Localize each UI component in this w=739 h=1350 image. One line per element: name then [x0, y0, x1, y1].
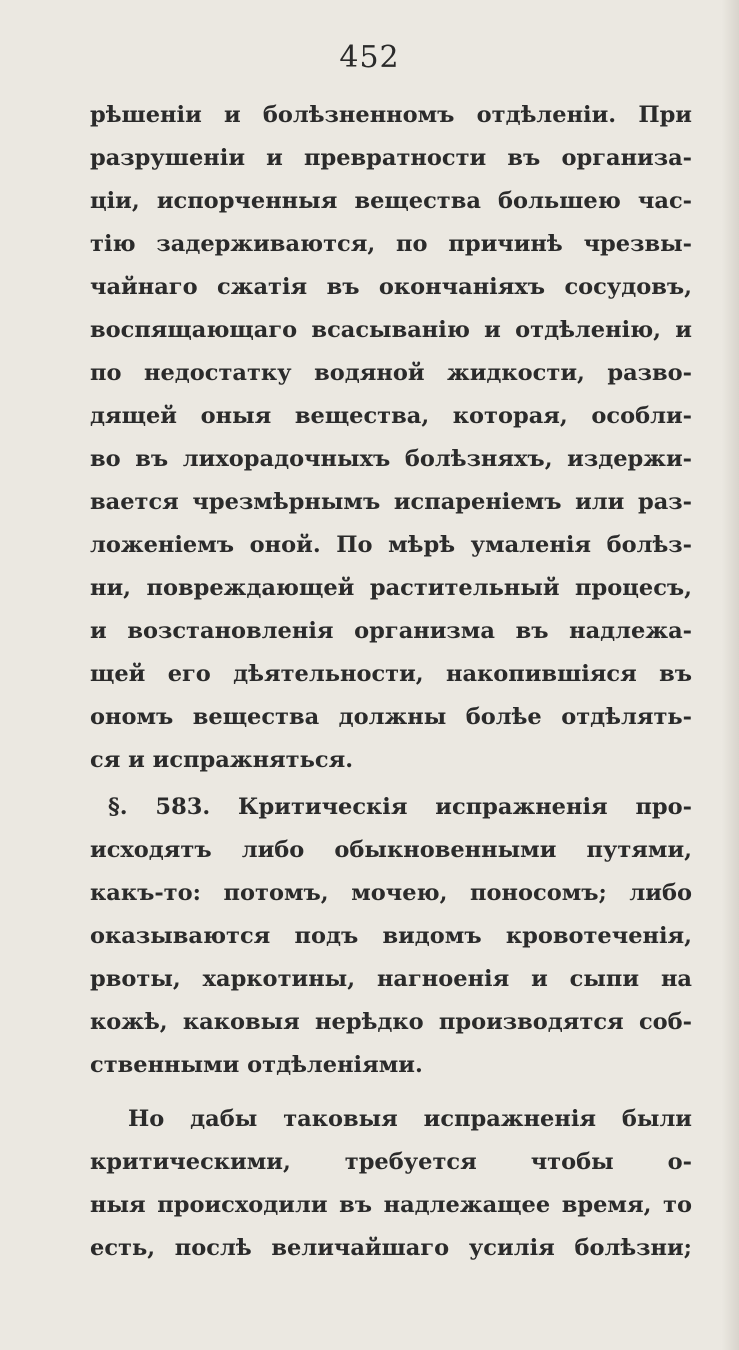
text-line: ныя происходили въ надлежащее время, то	[90, 1192, 692, 1218]
text-line: какъ-то: потомъ, мочею, поносомъ; либо	[90, 880, 692, 906]
text-line: воспящающаго всасыванію и отдѣленію, и	[90, 317, 692, 343]
text-line: рвоты, харкотины, нагноенія и сыпи на	[90, 966, 692, 992]
text-line: рѣшеніи и болѣзненномъ отдѣленіи. При	[90, 102, 692, 128]
text-line: есть, послѣ величайшаго усилія болѣзни;	[90, 1235, 692, 1261]
text-line: разрушеніи и превратности въ организа-	[90, 145, 692, 171]
text-line: кожѣ, каковыя нерѣдко производятся соб-	[90, 1009, 692, 1035]
text-line: вается чрезмѣрнымъ испареніемъ или раз-	[90, 489, 692, 515]
text-line: ложеніемъ оной. По мѣрѣ умаленія болѣз-	[90, 532, 692, 558]
text-line: и возстановленія организма въ надлежа-	[90, 618, 692, 644]
page-edge-shadow	[721, 0, 739, 1350]
text-line: критическими, требуется чтобы о-	[90, 1149, 692, 1175]
text-line: ціи, испорченныя вещества большею час-	[90, 188, 692, 214]
text-line: ся и испражняться.	[90, 747, 354, 773]
text-line: ственными отдѣленіями.	[90, 1052, 423, 1078]
text-line: ни, повреждающей растительный процесъ,	[90, 575, 692, 601]
text-line: §. 583. Критическія испражненія про-	[108, 794, 692, 820]
text-line: во въ лихорадочныхъ болѣзняхъ, издержи-	[90, 446, 692, 472]
text-line: дящей оныя вещества, которая, особли-	[90, 403, 692, 429]
text-line: чайнаго сжатія въ окончаніяхъ сосудовъ,	[90, 274, 692, 300]
text-line: ономъ вещества должны болѣе отдѣлять-	[90, 704, 692, 730]
text-line: оказываются подъ видомъ кровотеченія,	[90, 923, 692, 949]
text-line: исходятъ либо обыкновенными путями,	[90, 837, 692, 863]
page-number: 452	[339, 40, 400, 75]
text-line: щей его дѣятельности, накопившіяся въ	[90, 661, 692, 687]
text-line: Но дабы таковыя испражненія были	[128, 1106, 692, 1132]
text-line: тію задерживаются, по причинѣ чрезвы-	[90, 231, 692, 257]
text-line: по недостатку водяной жидкости, разво-	[90, 360, 692, 386]
